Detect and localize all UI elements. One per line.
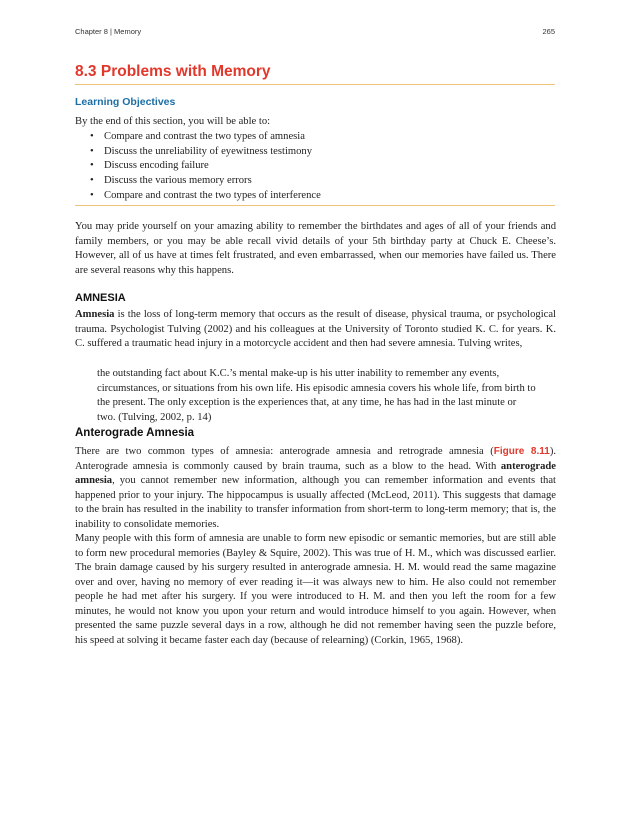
anterograde-text-a: There are two common types of amnesia: anterograde amnesia and retrograde amnesia (: [75, 446, 494, 457]
anterograde-paragraph-1: [75, 445, 556, 532]
learning-objectives-list: [90, 130, 321, 204]
anterograde-text-c: , you cannot remember new information, although you can remember information and events that happened prior to your injury. The hippocampus is usually affected (McLeod, 2011). This suggests that damage to the brain has resulted in the inability to transfer information from short-term to long-term memory; that is, the inability to consolidate memories.: [75, 475, 556, 530]
title-divider: [75, 84, 555, 85]
amnesia-term: Amnesia: [75, 309, 115, 320]
section-title: 8.3 Problems with Memory: [75, 63, 271, 80]
objective-item: • Compare and contrast the two types of amnesia: [90, 130, 321, 145]
amnesia-heading: AMNESIA: [75, 292, 126, 304]
amnesia-text: is the loss of long-term memory that occurs as the result of disease, physical trauma, or psychological trauma. Psychologist Tulving (2002) and his colleagues at the University of Toronto studied K. C. for years. K. C. suffered a traumatic head injury in a motorcycle accident and then had severe amnesia. Tulving writes,: [75, 309, 556, 349]
amnesia-paragraph: [75, 308, 556, 352]
anterograde-text-b: ). Anterograde amnesia is commonly caused by brain trauma, such as a blow to the head. With: [75, 446, 556, 472]
objective-item: • Compare and contrast the two types of interference: [90, 189, 321, 204]
anterograde-heading: Anterograde Amnesia: [75, 427, 195, 439]
intro-paragraph: You may pride yourself on your amazing ability to remember the birthdates and ages of all of your friends and family members, or you may be able recall vivid details of your 5th birthday party at Chuck E. Cheese’s. However, all of us have at times felt frustrated, and even embarrassed, when our memories have failed us. There are several reasons why this happens.: [75, 221, 556, 276]
objective-item: • Discuss encoding failure: [90, 159, 321, 174]
tulving-quote: the outstanding fact about K.C.’s mental make-up is his utter inability to remember any events, circumstances, or situations from his own life. His episodic amnesia covers his whole life, from birth to the present. The only exception is the experiences that, at any time, he has had in the last minute or two. (Tulving, 2002, p. 14): [97, 368, 536, 423]
learning-objectives-heading: Learning Objectives: [75, 96, 176, 108]
objectives-divider: [75, 205, 555, 206]
objective-item: • Discuss the unreliability of eyewitness testimony: [90, 145, 321, 160]
figure-reference-link[interactable]: Figure 8.11: [493, 446, 550, 457]
page-number: 265: [542, 27, 555, 36]
anterograde-term: anterograde amnesia: [75, 460, 556, 486]
running-header: [75, 27, 555, 39]
anterograde-paragraph-2: Many people with this form of amnesia are unable to form new episodic or semantic memories, but are still able to form new procedural memories (Bayley & Squire, 2002). This was true of H. M., which was discussed earlier. The brain damage caused by his surgery resulted in anterograde amnesia. H. M. would read the same magazine over and over, having no memory of ever reading it—it was always new to him. He also could not remember people he had met after his surgery. If you were introduced to H. M. and then you left the room for a few minutes, he would not know you upon your return and would introduce himself to you again. However, when presented the same puzzle several days in a row, although he did not remember having seen the puzzle before, his speed at solving it became faster each day (because of relearning) (Corkin, 1965, 1968).: [75, 533, 556, 646]
learning-objectives-intro: By the end of this section, you will be able to:: [75, 116, 271, 127]
objective-item: • Discuss the various memory errors: [90, 174, 321, 189]
chapter-label: Chapter 8 | Memory: [75, 27, 142, 36]
